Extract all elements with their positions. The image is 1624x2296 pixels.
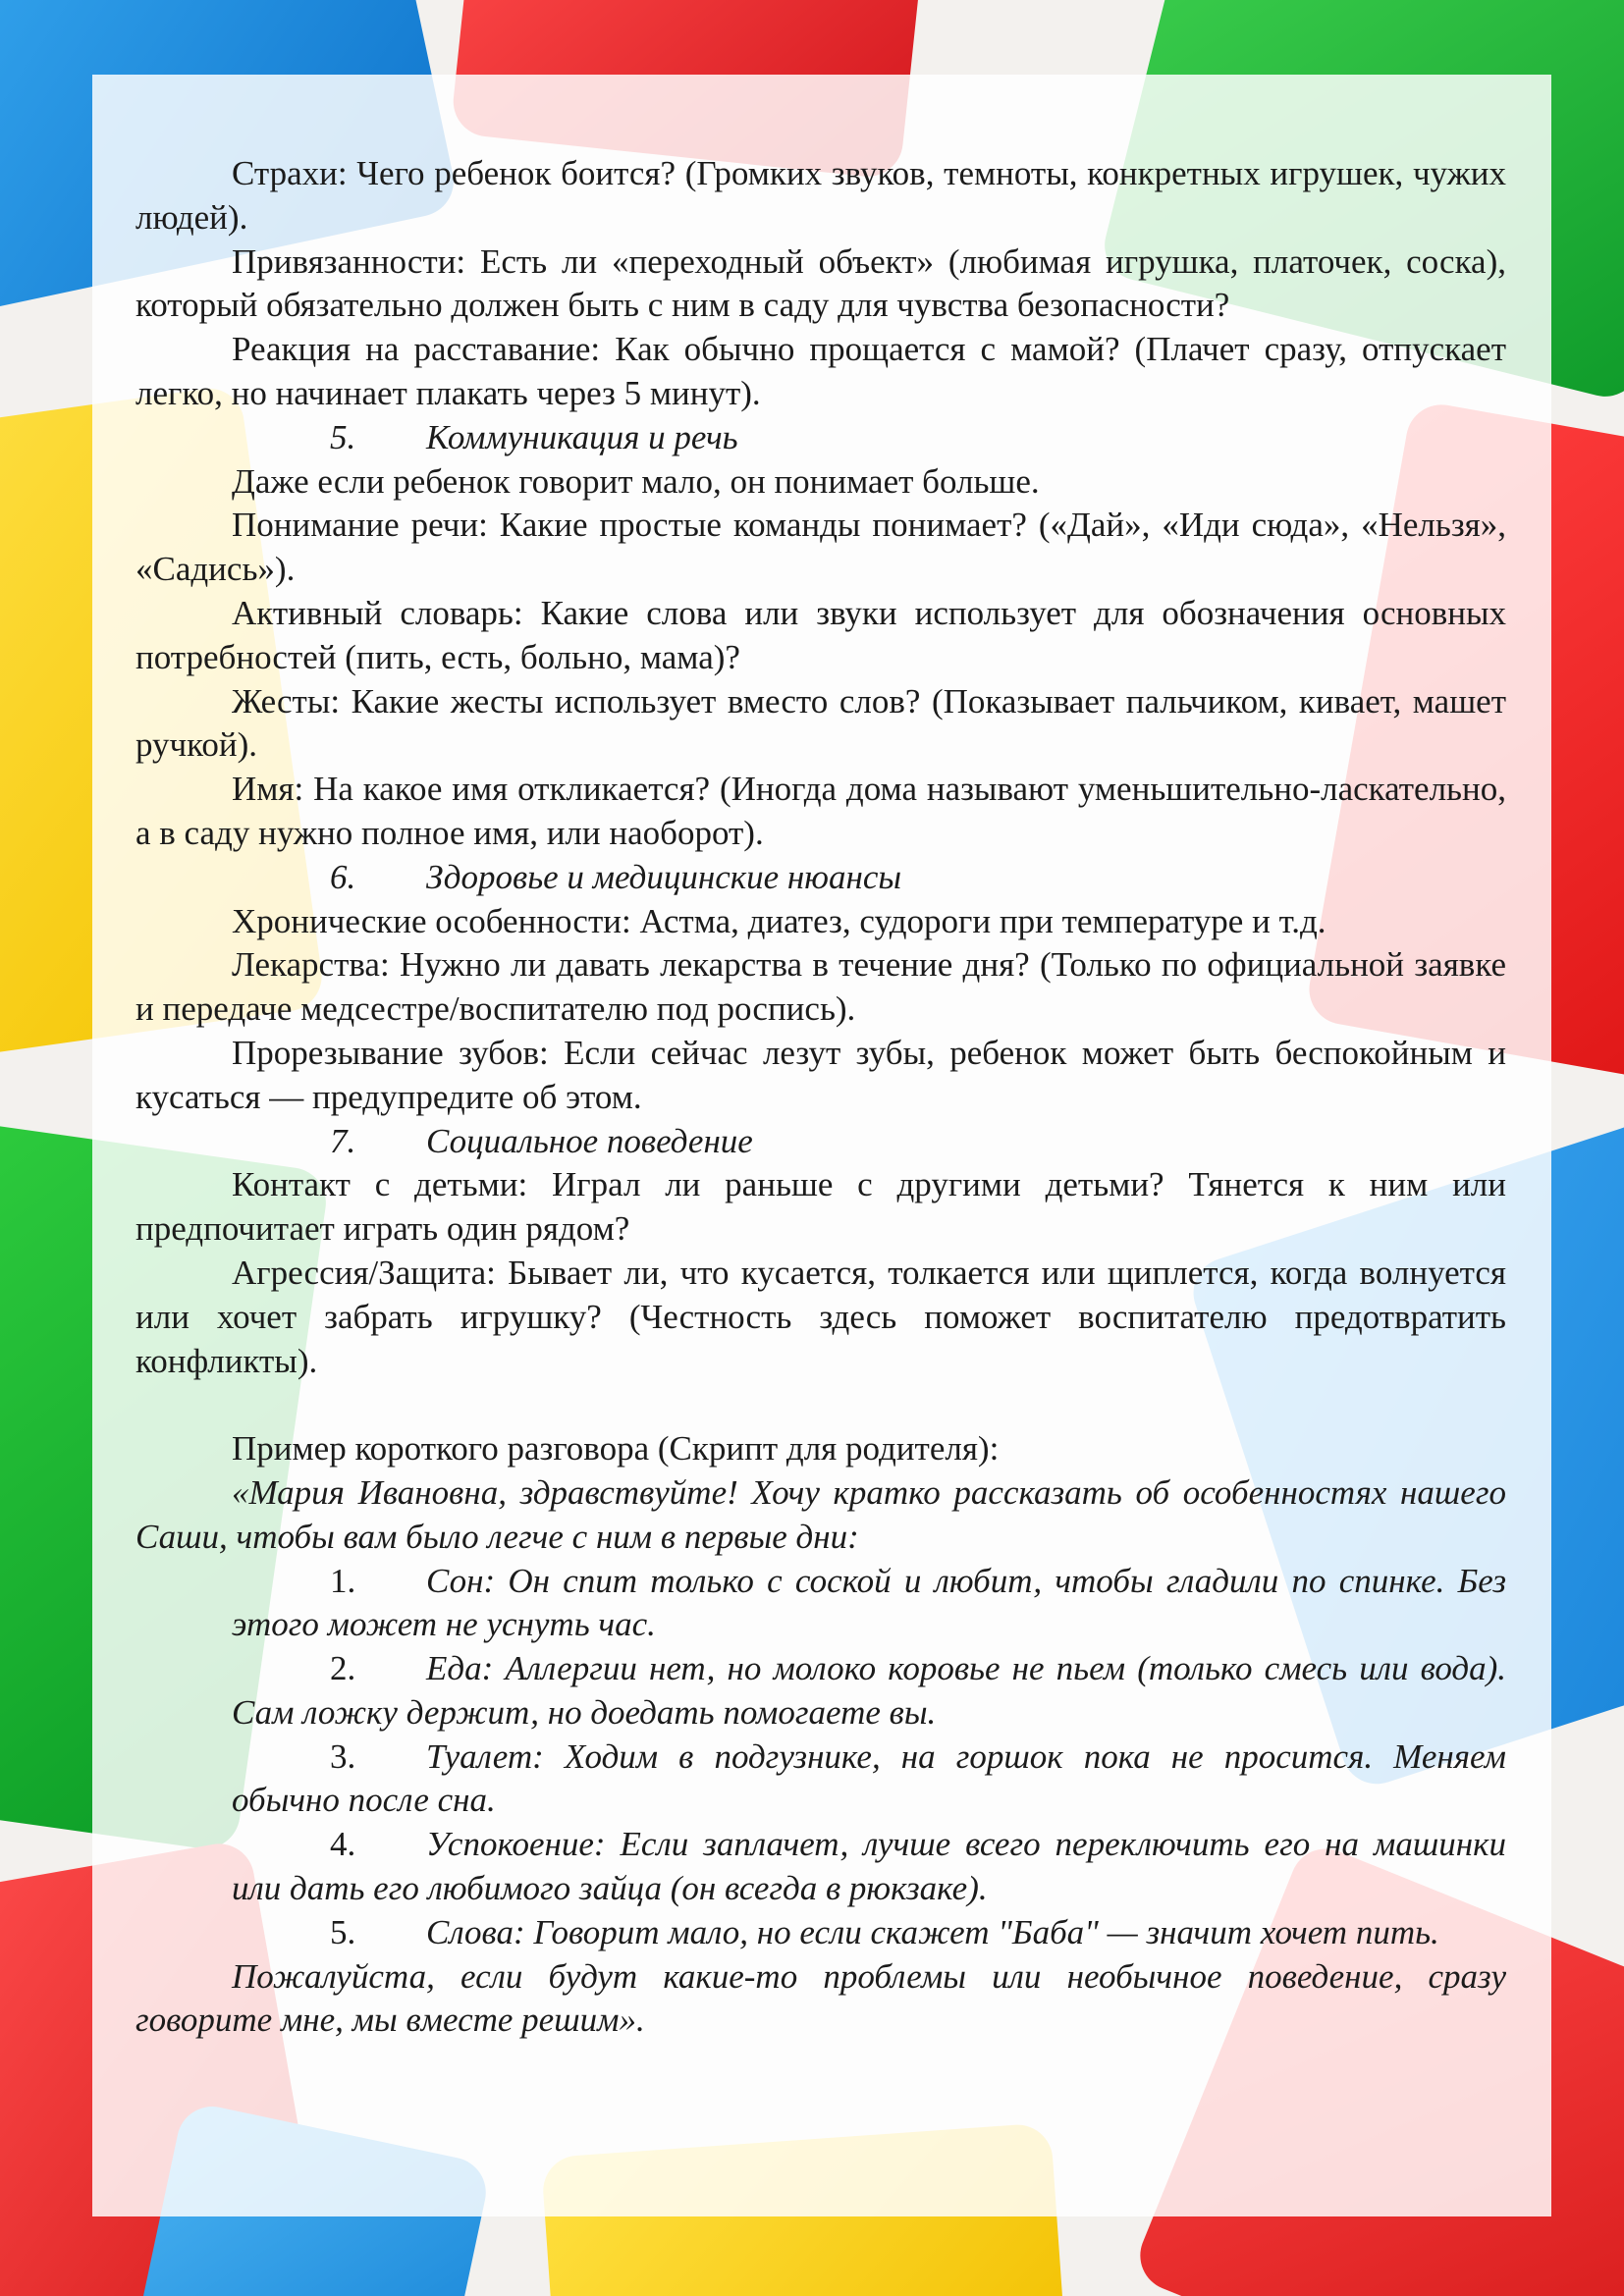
list-text: Успокоение: Если заплачет, лучше всего переключить его на машинки или дать его любимого зайца (он всегда в рюкзаке). [232, 1825, 1506, 1908]
list-number: 3. [330, 1736, 356, 1776]
script-closing: Пожалуйста, если будут какие-то проблемы или необычное поведение, сразу говорите мне, мы вместе решим». [135, 1956, 1506, 2040]
paragraph: Хронические особенности: Астма, диатез, судороги при температуре и т.д. [232, 901, 1326, 940]
list-number: 2. [330, 1649, 356, 1688]
list-text: Слова: Говорит мало, но если скажет "Баба" — значит хочет пить. [426, 1912, 1439, 1951]
script-list-item [232, 1911, 1506, 1955]
paragraph: Страхи: Чего ребенок боится? (Громких звуков, темноты, конкретных игрушек, чужих людей). [135, 154, 1506, 237]
list-number: 5. [330, 1912, 356, 1951]
list-text: Еда: Аллергии нет, но молоко коровье не пьем (только смесь или вода). Сам ложку держит, но доедать помогаете вы. [232, 1649, 1506, 1732]
paragraph: Жесты: Какие жесты использует вместо слов? (Показывает пальчиком, кивает, машет ручкой). [135, 681, 1506, 765]
section-heading [135, 1120, 1506, 1164]
section-title: Социальное поведение [426, 1121, 753, 1160]
list-number: 4. [330, 1825, 356, 1864]
paragraph: Контакт с детьми: Играл ли раньше с другими детьми? Тянется к ним или предпочитает играть один рядом? [135, 1165, 1506, 1249]
paragraph: Активный словарь: Какие слова или звуки использует для обозначения основных потребностей (пить, есть, больно, мама)? [135, 593, 1506, 676]
script-list-item [232, 1735, 1506, 1824]
document-body [135, 152, 1506, 2043]
script-intro: «Мария Ивановна, здравствуйте! Хочу кратко рассказать об особенностях нашего Саши, чтобы вам было легче с ним в первые дни: [135, 1472, 1506, 1556]
section-number: 5. [330, 417, 356, 456]
section-heading [135, 856, 1506, 900]
section-title: Здоровье и медицинские нюансы [426, 857, 902, 896]
section-title: Коммуникация и речь [426, 417, 738, 456]
list-number: 1. [330, 1561, 356, 1600]
paragraph: Прорезывание зубов: Если сейчас лезут зубы, ребенок может быть беспокойным и кусаться — предупредите об этом. [135, 1033, 1506, 1116]
script-list-item [232, 1823, 1506, 1911]
paragraph: Даже если ребенок говорит мало, он понимает больше. [232, 461, 1040, 501]
section-heading [135, 416, 1506, 460]
paragraph: Понимание речи: Какие простые команды понимает? («Дай», «Иди сюда», «Нельзя», «Садись»). [135, 506, 1506, 589]
paragraph: Привязанности: Есть ли «переходный объект» (любимая игрушка, платочек, соска), который обязательно должен быть с ним в саду для чувства безопасности? [135, 241, 1506, 325]
script-heading: Пример короткого разговора (Скрипт для родителя): [232, 1429, 1000, 1468]
list-text: Сон: Он спит только с соской и любит, чтобы гладили по спинке. Без этого может не уснуть час. [232, 1561, 1506, 1644]
list-text: Туалет: Ходим в подгузнике, на горшок пока не просится. Меняем обычно после сна. [232, 1736, 1506, 1820]
section-number: 7. [330, 1121, 356, 1160]
paragraph: Имя: На какое имя откликается? (Иногда дома называют уменьшительно-ласкательно, а в саду нужно полное имя, или наоборот). [135, 770, 1506, 852]
script-list-item [232, 1647, 1506, 1735]
script-list-item [232, 1560, 1506, 1648]
section-number: 6. [330, 857, 356, 896]
paragraph: Агрессия/Защита: Бывает ли, что кусается, толкается или щиплется, когда волнуется или хочет забрать игрушку? (Честность здесь поможет воспитателю предотвратить конфликты). [135, 1253, 1506, 1380]
paragraph: Реакция на расставание: Как обычно прощается с мамой? (Плачет сразу, отпускает легко, но начинает плакать через 5 минут). [135, 330, 1506, 412]
paragraph: Лекарства: Нужно ли давать лекарства в течение дня? (Только по официальной заявке и передаче медсестре/воспитателю под роспись). [135, 945, 1506, 1029]
spacer [135, 1383, 1506, 1427]
